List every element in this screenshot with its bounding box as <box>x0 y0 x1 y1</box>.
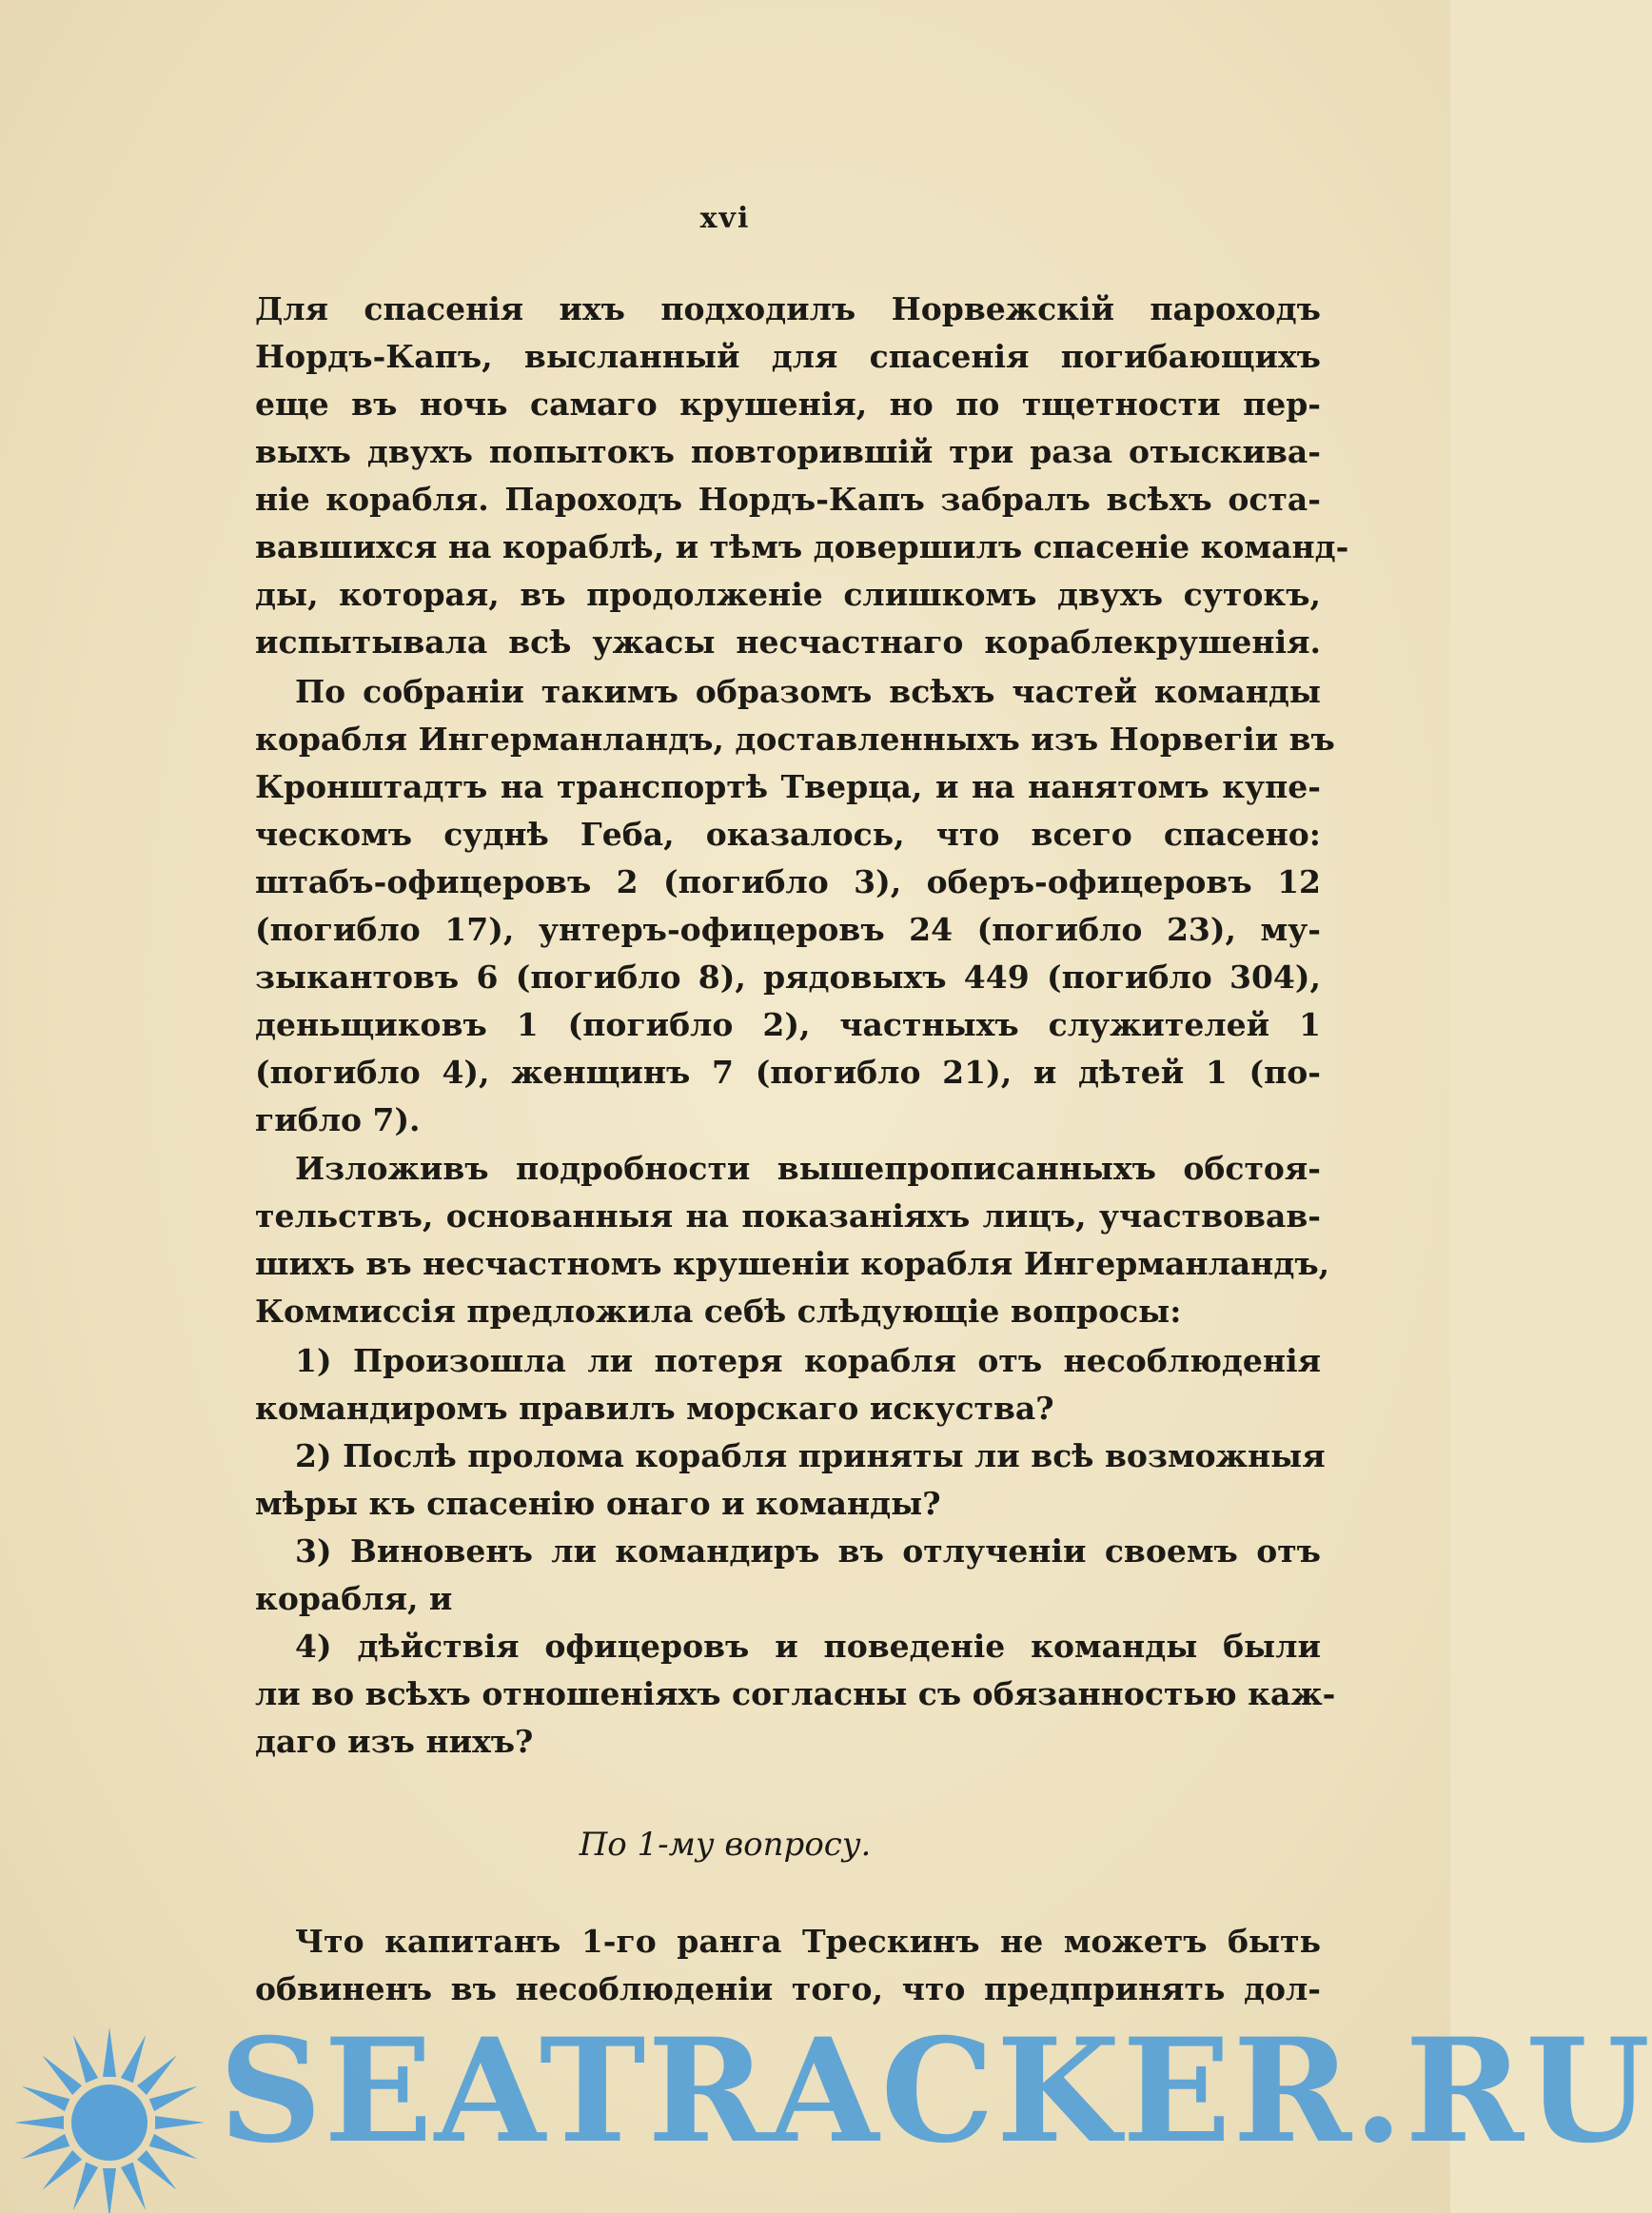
text-line: Для спасенія ихъ подходилъ Норвежскій пароходъ <box>255 290 1321 327</box>
text-line: деньщиковъ 1 (погибло 2), частныхъ служителей 1 <box>255 1006 1321 1043</box>
text-line: шихъ въ несчастномъ крушеніи корабля Ингерманландъ, <box>255 1245 1330 1282</box>
text-line: вавшихся на кораблѣ, и тѣмъ довершилъ спасеніе команд- <box>255 528 1349 565</box>
text-line: ды, которая, въ продолженіе слишкомъ двухъ сутокъ, <box>255 576 1321 613</box>
text-line: выхъ двухъ попытокъ повторившій три раза отыскива- <box>255 433 1321 470</box>
text-line: ческомъ суднѣ Геба, оказалось, что всего спасено: <box>255 816 1321 853</box>
text-line: штабъ-офицеровъ 2 (погибло 3), оберъ-офицеровъ 12 <box>255 863 1321 900</box>
text-line: Коммиссія предложила себѣ слѣдующіе вопросы: <box>255 1293 1182 1330</box>
text-line: командиромъ правилъ морскаго искуства? <box>255 1390 1054 1427</box>
page-number: xvi <box>699 202 751 235</box>
text-line: ли во всѣхъ отношеніяхъ согласны съ обязанностью каж- <box>255 1675 1336 1712</box>
section-heading: По 1-му вопросу. <box>579 1826 872 1864</box>
text-line: мѣры къ спасенію онаго и команды? <box>255 1485 941 1522</box>
text-line: Кронштадтъ на транспортѣ Тверца, и на нанятомъ купе- <box>255 768 1321 805</box>
text-line: зыкантовъ 6 (погибло 8), рядовыхъ 449 (погибло 304), <box>255 958 1321 996</box>
text-line: еще въ ночь самаго крушенія, но по тщетности пер- <box>255 385 1321 423</box>
sun-burst-icon <box>14 2027 205 2213</box>
text-line: По собраніи такимъ образомъ всѣхъ частей команды <box>295 673 1321 710</box>
text-line: гибло 7). <box>255 1101 421 1138</box>
text-line: испытывала всѣ ужасы несчастнаго кораблекрушенія. <box>255 623 1321 661</box>
text-line: даго изъ нихъ? <box>255 1723 534 1760</box>
text-line: 1) Произошла ли потеря корабля отъ несоблюденія <box>295 1342 1321 1379</box>
text-line: 4) дѣйствія офицеровъ и поведеніе команды были <box>295 1628 1321 1665</box>
text-line: 3) Виновенъ ли командиръ въ отлученіи своемъ отъ <box>295 1532 1321 1570</box>
text-line: (погибло 4), женщинъ 7 (погибло 21), и дѣтей 1 (по- <box>255 1054 1321 1091</box>
text-line: тельствъ, основанныя на показаніяхъ лицъ, участвовав- <box>255 1197 1321 1235</box>
text-line: Что капитанъ 1-го ранга Трескинъ не можетъ быть <box>295 1923 1321 1960</box>
text-line: (погибло 17), унтеръ-офицеровъ 24 (погибло 23), му- <box>255 911 1321 948</box>
watermark-text: SEATRACKER.RU <box>219 2007 1652 2175</box>
text-line: 2) Послѣ пролома корабля приняты ли всѣ возможныя <box>295 1437 1326 1474</box>
text-line: Изложивъ подробности вышепрописанныхъ обстоя- <box>295 1150 1321 1187</box>
text-line: ніе корабля. Пароходъ Нордъ-Капъ забралъ всѣхъ оста- <box>255 481 1321 518</box>
text-line: обвиненъ въ несоблюденіи того, что предпринять дол- <box>255 1970 1321 2007</box>
text-line: корабля, и <box>255 1580 453 1617</box>
text-line: Нордъ-Капъ, высланный для спасенія погибающихъ <box>255 338 1321 375</box>
text-line: корабля Ингерманландъ, доставленныхъ изъ Норвегіи въ <box>255 721 1335 758</box>
